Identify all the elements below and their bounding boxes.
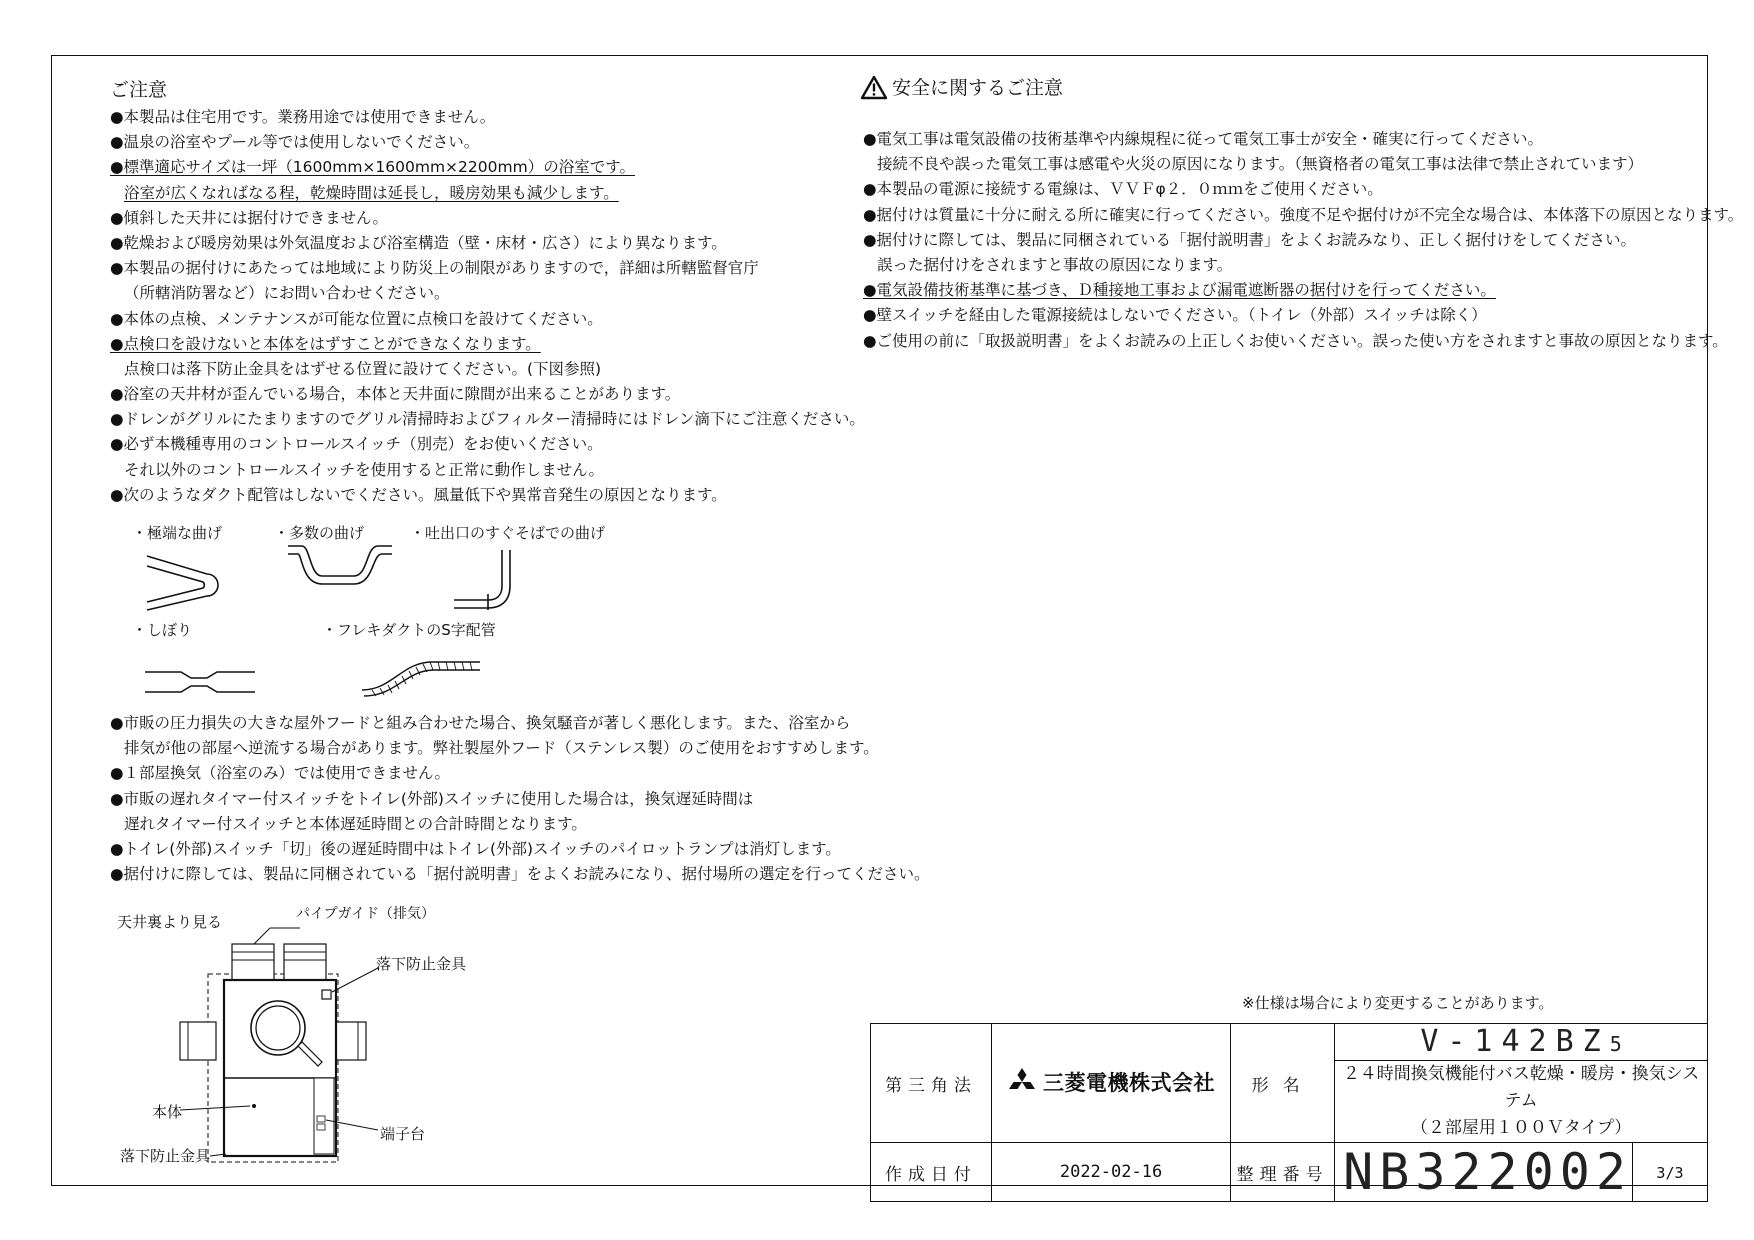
safety-item: 接続不良や誤った電気工事は感電や火災の原因になります。（無資格者の電気工事は法律で禁止されています） — [877, 155, 1644, 174]
product-description-1: ２４時間換気機能付バス乾燥・暖房・換気システム — [1342, 1064, 1700, 1111]
caution-item: ●トイレ(外部)スイッチ「切」後の遅延時間中はトイレ(外部)スイッチのパイロットランプは消灯します。 — [110, 839, 841, 858]
product-description-2: （２部屋用１００Ｖタイプ） — [1410, 1118, 1632, 1138]
caution-list — [110, 105, 865, 508]
caution-item: ●据付けに際しては、製品に同梱されている「据付説明書」をよくお読みになり、据付場所の選定を行ってください。 — [110, 865, 930, 884]
date-label: 作成日付 — [884, 1164, 977, 1185]
diagram-view-label: 天井裏より見る — [117, 913, 223, 931]
title-block — [870, 1023, 1708, 1202]
caution-item: （所轄消防署など）にお問い合わせください。 — [124, 284, 450, 303]
safety-title: 安全に関するご注意 — [892, 77, 1064, 99]
safety-item: 誤った据付けをされますと事故の原因になります。 — [877, 255, 1233, 274]
caution-item: ●本体の点検、メンテナンスが可能な位置に点検口を設けてください。 — [110, 309, 603, 328]
pipe-guide-label: パイプガイド（排気） — [296, 906, 436, 922]
warning-icon — [861, 76, 887, 99]
model-number: V-142BZ — [1420, 1024, 1610, 1059]
caution-list-2 — [110, 711, 930, 887]
caution-item: ●ドレンがグリルにたまりますのでグリル清掃時およびフィルター清掃時にはドレン滴下にご注意ください。 — [110, 410, 865, 429]
caution-item: ●温泉の浴室やプール等では使用しないでください。 — [110, 133, 480, 152]
body-label: 本体 — [152, 1103, 183, 1121]
safety-item: ●電気設備技術基準に基づき、Ｄ種接地工事および漏電遮断器の据付けを行ってください。 — [863, 281, 1496, 300]
creation-date: 2022-02-16 — [1059, 1162, 1163, 1182]
many-bends-icon — [288, 542, 393, 587]
caution-item: ●標準適応サイズは一坪（1600mm×1600mm×2200mm）の浴室です。 — [110, 158, 635, 177]
caution-item: それ以外のコントロールスイッチを使用すると正常に動作しません。 — [124, 460, 605, 479]
projection-label: 第三角法 — [884, 1075, 977, 1096]
duct-outlet-bend-label: ・吐出口のすぐそばでの曲げ — [410, 524, 606, 542]
caution-item: 浴室が広くなればなる程，乾燥時間は延長し，暖房効果も減少します。 — [124, 183, 619, 202]
caution-item: ●１部屋換気（浴室のみ）では使用できません。 — [110, 764, 450, 783]
page-number: 3/3 — [1656, 1163, 1684, 1182]
fall-guard-bottom-label: 落下防止金具 — [120, 1147, 211, 1165]
safety-item: ●本製品の電源に接続する電線は、ＶＶＦφ２．０ｍｍをご使用ください。 — [863, 180, 1383, 199]
sharp-bend-icon — [145, 552, 235, 612]
duct-constriction-label: ・しぼり — [132, 621, 193, 639]
safety-item: ●据付けは質量に十分に耐える所に確実に行ってください。強度不足や据付けが不完全な場合は、本体落下の原因となります。 — [863, 205, 1744, 224]
duct-many-bends-label: ・多数の曲げ — [274, 524, 365, 542]
mitsubishi-logo-icon — [1007, 1068, 1037, 1096]
safety-item: ●ご使用の前に「取扱説明書」をよくお読みの上正しくお使いください。誤った使い方をされますと事故の原因となります。 — [863, 331, 1728, 350]
caution-item: 点検口は落下防止金具をはずせる位置に設けてください。(下図参照) — [124, 359, 602, 378]
terminal-label: 端子台 — [380, 1125, 426, 1143]
flex-s-duct-icon — [362, 656, 482, 696]
spec-change-note: ※仕様は場合により変更することがあります。 — [1242, 994, 1554, 1012]
duct-flex-s-label: ・フレキダクトのS字配管 — [322, 621, 496, 639]
safety-list — [863, 127, 1743, 354]
constriction-icon — [145, 670, 255, 694]
safety-item: ●据付けに際しては、製品に同梱されている「据付説明書」をよくお読みなり、正しく据付けをしてください。 — [863, 230, 1637, 249]
unit-diagram — [150, 920, 450, 1170]
safety-item: ●電気工事は電気設備の技術基準や内線規程に従って電気工事士が安全・確実に行ってください。 — [863, 130, 1544, 148]
caution-item: 排気が他の部屋へ逆流する場合があります。弊社製屋外フード（ステンレス製）のご使用をおすすめします。 — [124, 739, 879, 758]
caution-item: ●市販の圧力損失の大きな屋外フードと組み合わせた場合、換気騒音が著しく悪化します。また、浴室から — [110, 714, 851, 732]
caution-item: ●本製品は住宅用です。業務用途では使用できません。 — [110, 108, 496, 126]
company-name: 三菱電機株式会社 — [1043, 1070, 1216, 1095]
caution-item: ●傾斜した天井には据付けできません。 — [110, 208, 388, 227]
caution-item: ●次のようなダクト配管はしないでください。風量低下や異常音発生の原因となります。 — [110, 485, 727, 504]
model-suffix: 5 — [1609, 1032, 1622, 1056]
caution-item: ●乾燥および暖房効果は外気温度および浴室構造（壁・床材・広さ）により異なります。 — [110, 233, 727, 252]
caution-item: ●市販の遅れタイマー付スイッチをトイレ(外部)スイッチに使用した場合は，換気遅延時間は — [110, 789, 754, 808]
form-label: 形名 — [1251, 1075, 1314, 1096]
outlet-bend-icon — [452, 550, 522, 610]
safety-item: ●壁スイッチを経由した電源接続はしないでください。（トイレ（外部）スイッチは除く） — [863, 306, 1487, 325]
caution-item: ●点検口を設けないと本体をはずすことができなくなります。 — [110, 334, 541, 353]
company-logo — [1007, 1067, 1215, 1097]
duct-sharp-bend-label: ・極端な曲げ — [132, 524, 223, 542]
caution-title: ご注意 — [110, 79, 168, 101]
caution-item: ●浴室の天井材が歪んでいる場合，本体と天井面に隙間が出来ることがあります。 — [110, 385, 681, 404]
caution-item: 遅れタイマー付スイッチと本体遅延時間との合計時間となります。 — [124, 814, 587, 833]
fall-guard-top-label: 落下防止金具 — [376, 955, 467, 973]
caution-item: ●必ず本機種専用のコントロールスイッチ（別売）をお使いください。 — [110, 435, 603, 454]
document-number: NB322002 — [1343, 1143, 1632, 1201]
docno-label: 整理番号 — [1236, 1164, 1329, 1185]
caution-item: ●本製品の据付けにあたっては地域により防災上の制限がありますので，詳細は所轄監督官庁 — [110, 259, 759, 278]
